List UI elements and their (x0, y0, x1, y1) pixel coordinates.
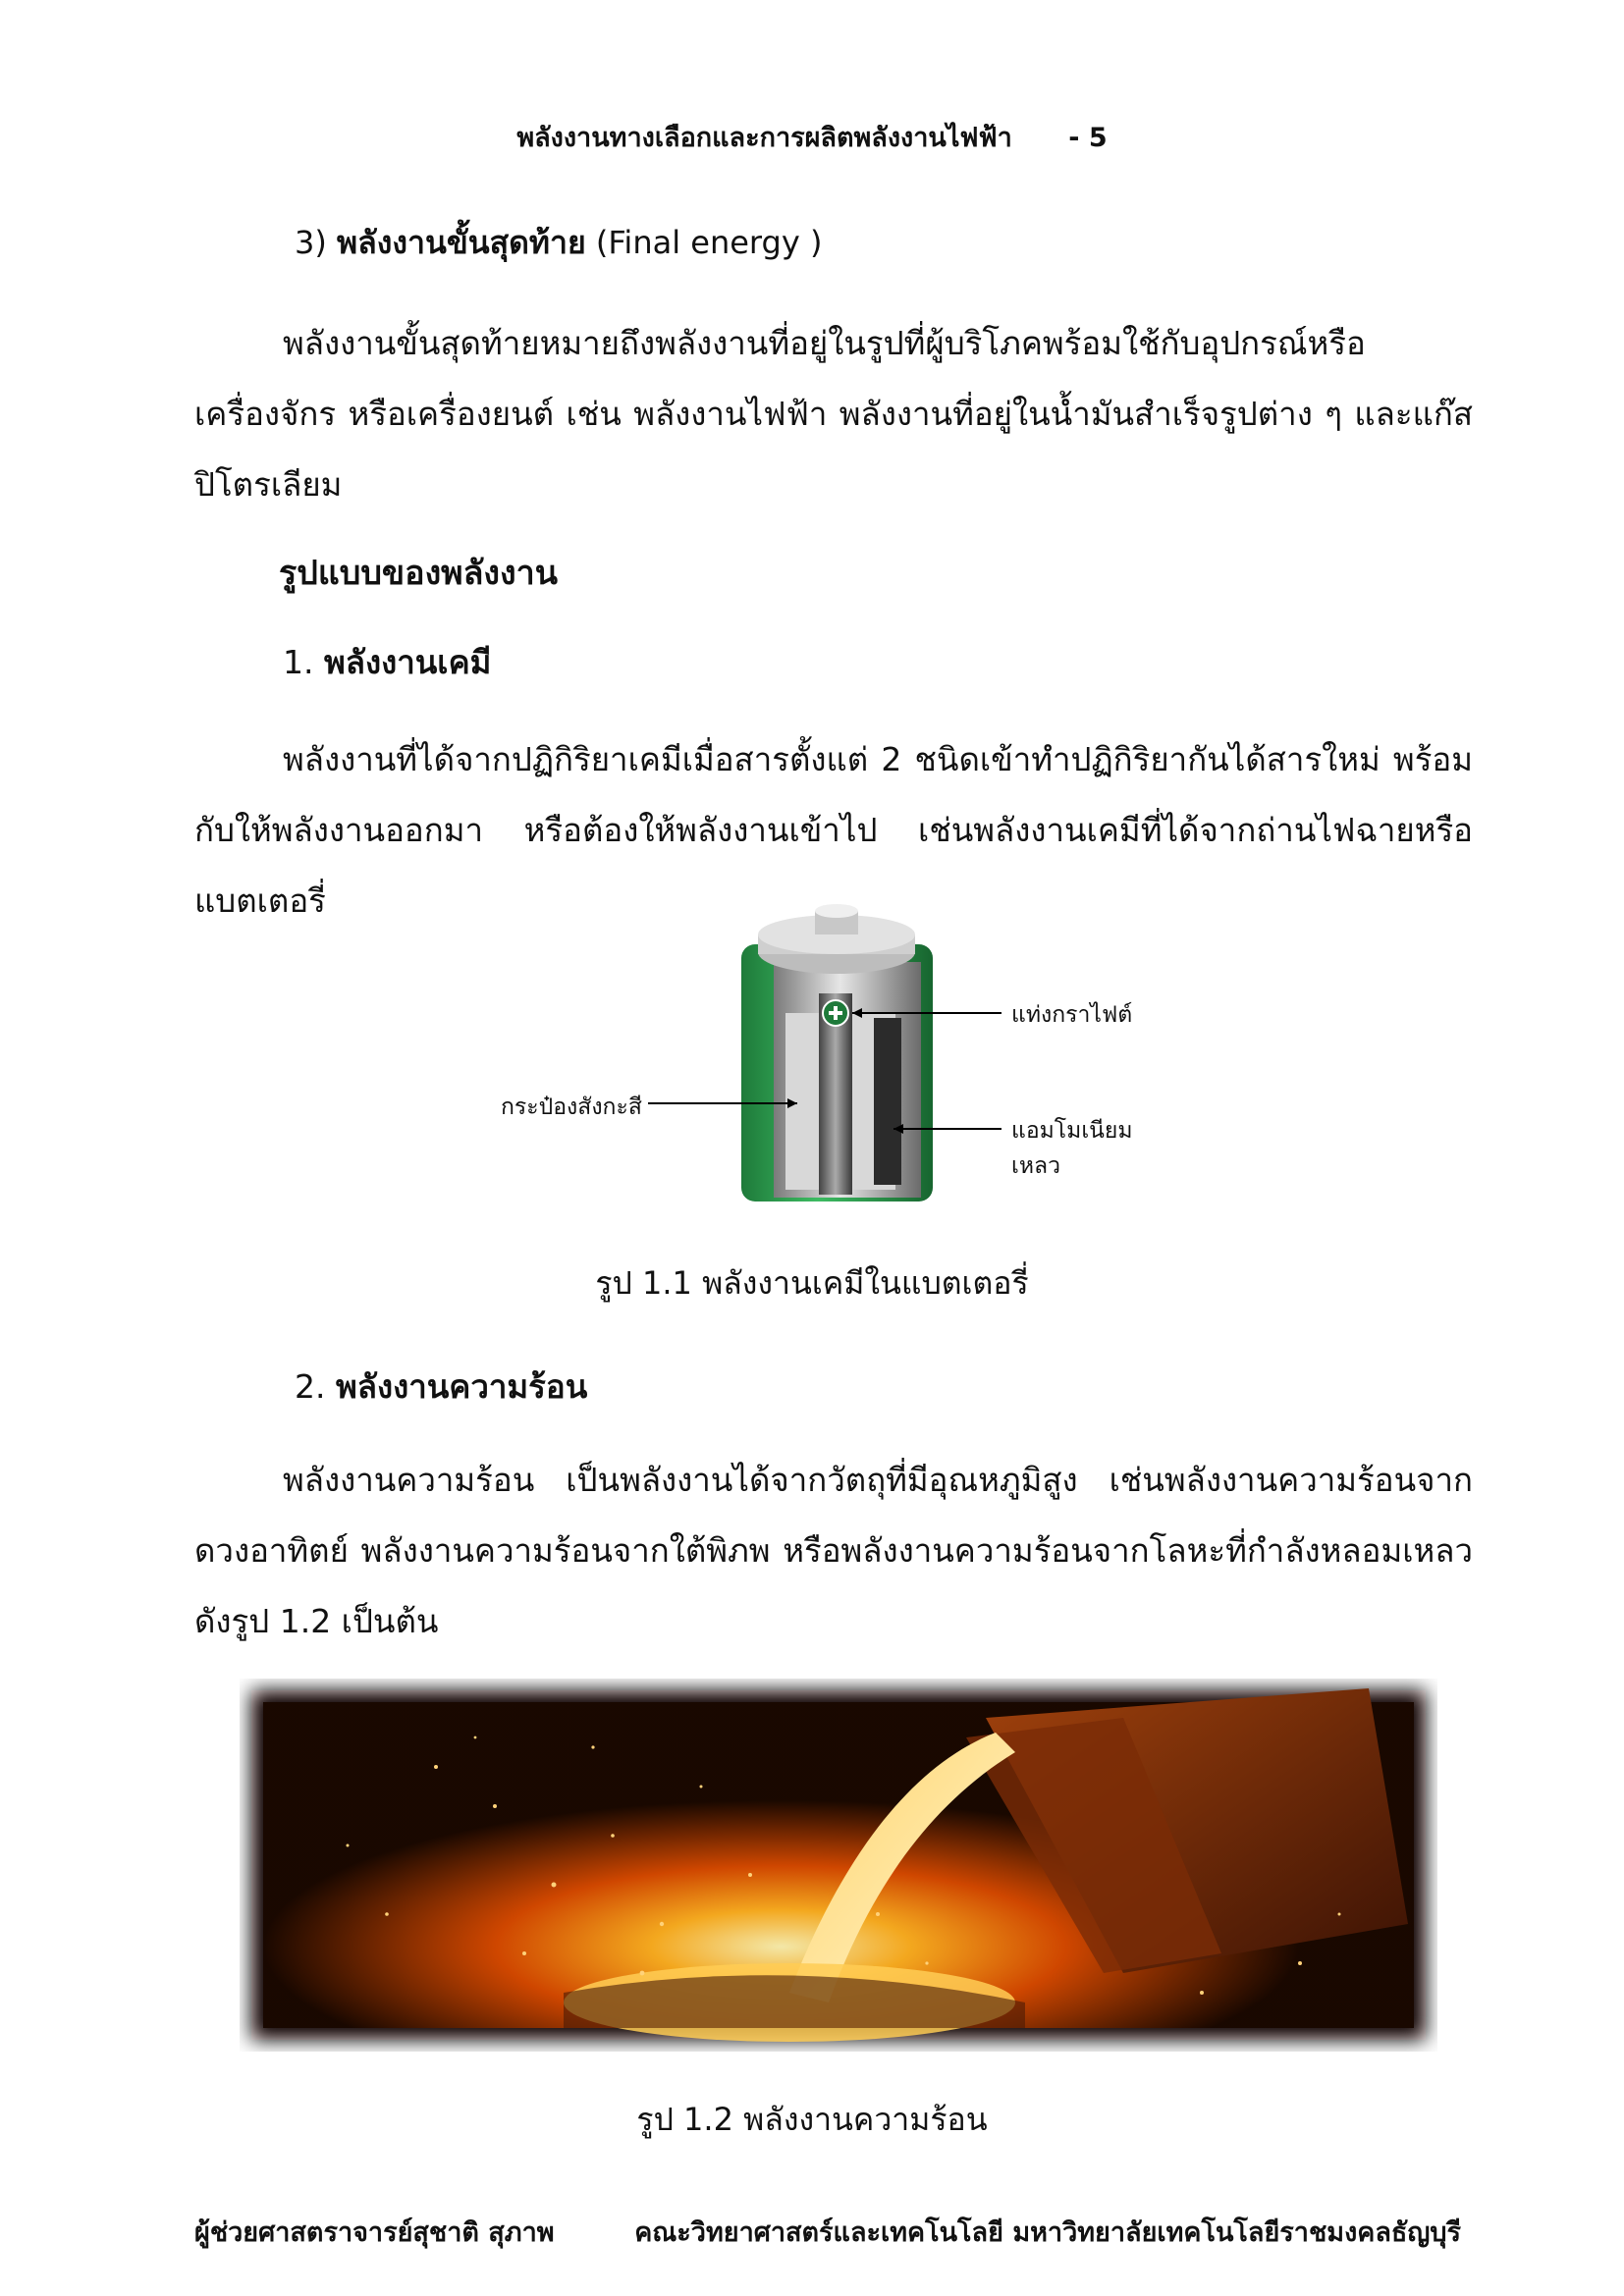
section3-heading (295, 218, 822, 268)
section3-title: พลังงานขั้นสุดท้าย (337, 224, 586, 261)
chemical-title: พลังงานเคมี (324, 643, 492, 681)
footer-author: ผู้ช่วยศาสตราจารย์สุชาติ สุภาพ (194, 2217, 555, 2248)
molten-metal-figure (240, 1679, 1437, 2052)
running-header (0, 116, 1624, 158)
section3-english: (Final energy ) (595, 224, 823, 261)
figure2-caption: รูป 1.2 พลังงานความร้อน (636, 2101, 988, 2138)
label-ammonium: แอมโมเนียมเหลว (1011, 1118, 1133, 1179)
section3-paragraph: พลังงานขั้นสุดท้ายหมายถึงพลังงานที่อยู่ในรูปที่ผู้บริโภคพร้อมใช้กับอุปกรณ์หรือเครื่องจักร หรือเครื่องยนต์ เช่น พลังงานไฟฟ้า พลังงานที่อยู่ในน้ำมันสำเร็จรูปต่าง ๆ และแก๊สปิโตรเลียม (194, 324, 1473, 504)
section3-number: 3) (295, 224, 327, 261)
chemical-paragraph: พลังงานที่ได้จากปฏิกิริยาเคมีเมื่อสารตั้งแต่ 2 ชนิดเข้าทำปฏิกิริยากันได้สารใหม่ พร้อมกับให้พลังงานออกมา หรือต้องให้พลังงานเข้าไป เช่นพลังงานเคมีที่ได้จากถ่านไฟฉายหรือแบตเตอรี่ (194, 740, 1473, 920)
heat-number: 2. (295, 1367, 326, 1406)
molten-metal-image (240, 1679, 1437, 2052)
footer-affiliation: คณะวิทยาศาสตร์และเทคโนโลยี มหาวิทยาลัยเทคโนโลยีราชมงคลธัญบุรี (634, 2217, 1461, 2248)
forms-heading: รูปแบบของพลังงาน (279, 554, 558, 593)
figure1-caption: รูป 1.1 พลังงานเคมีในแบตเตอรี่ (595, 1264, 1029, 1302)
battery-figure (491, 895, 1178, 1209)
chemical-heading (283, 636, 491, 688)
label-graphite-rod: แท่งกราไฟต์ (1011, 1002, 1133, 1028)
label-zinc-can: กระป๋องสังกะสี (501, 1095, 642, 1120)
header-title: พลังงานทางเลือกและการผลิตพลังงานไฟฟ้า (516, 123, 1012, 153)
page-number: - 5 (1068, 123, 1108, 153)
chemical-number: 1. (283, 643, 314, 681)
heat-heading (295, 1361, 587, 1413)
heat-paragraph: พลังงานความร้อน เป็นพลังงานได้จากวัตถุที่มีอุณหภูมิสูง เช่นพลังงานความร้อนจากดวงอาทิตย์ พลังงานความร้อนจากใต้พิภพ หรือพลังงานความร้อนจากโลหะที่กำลังหลอมเหลว ดังรูป 1.2 เป็นต้น (194, 1461, 1473, 1640)
heat-title: พลังงานความร้อน (336, 1367, 588, 1406)
